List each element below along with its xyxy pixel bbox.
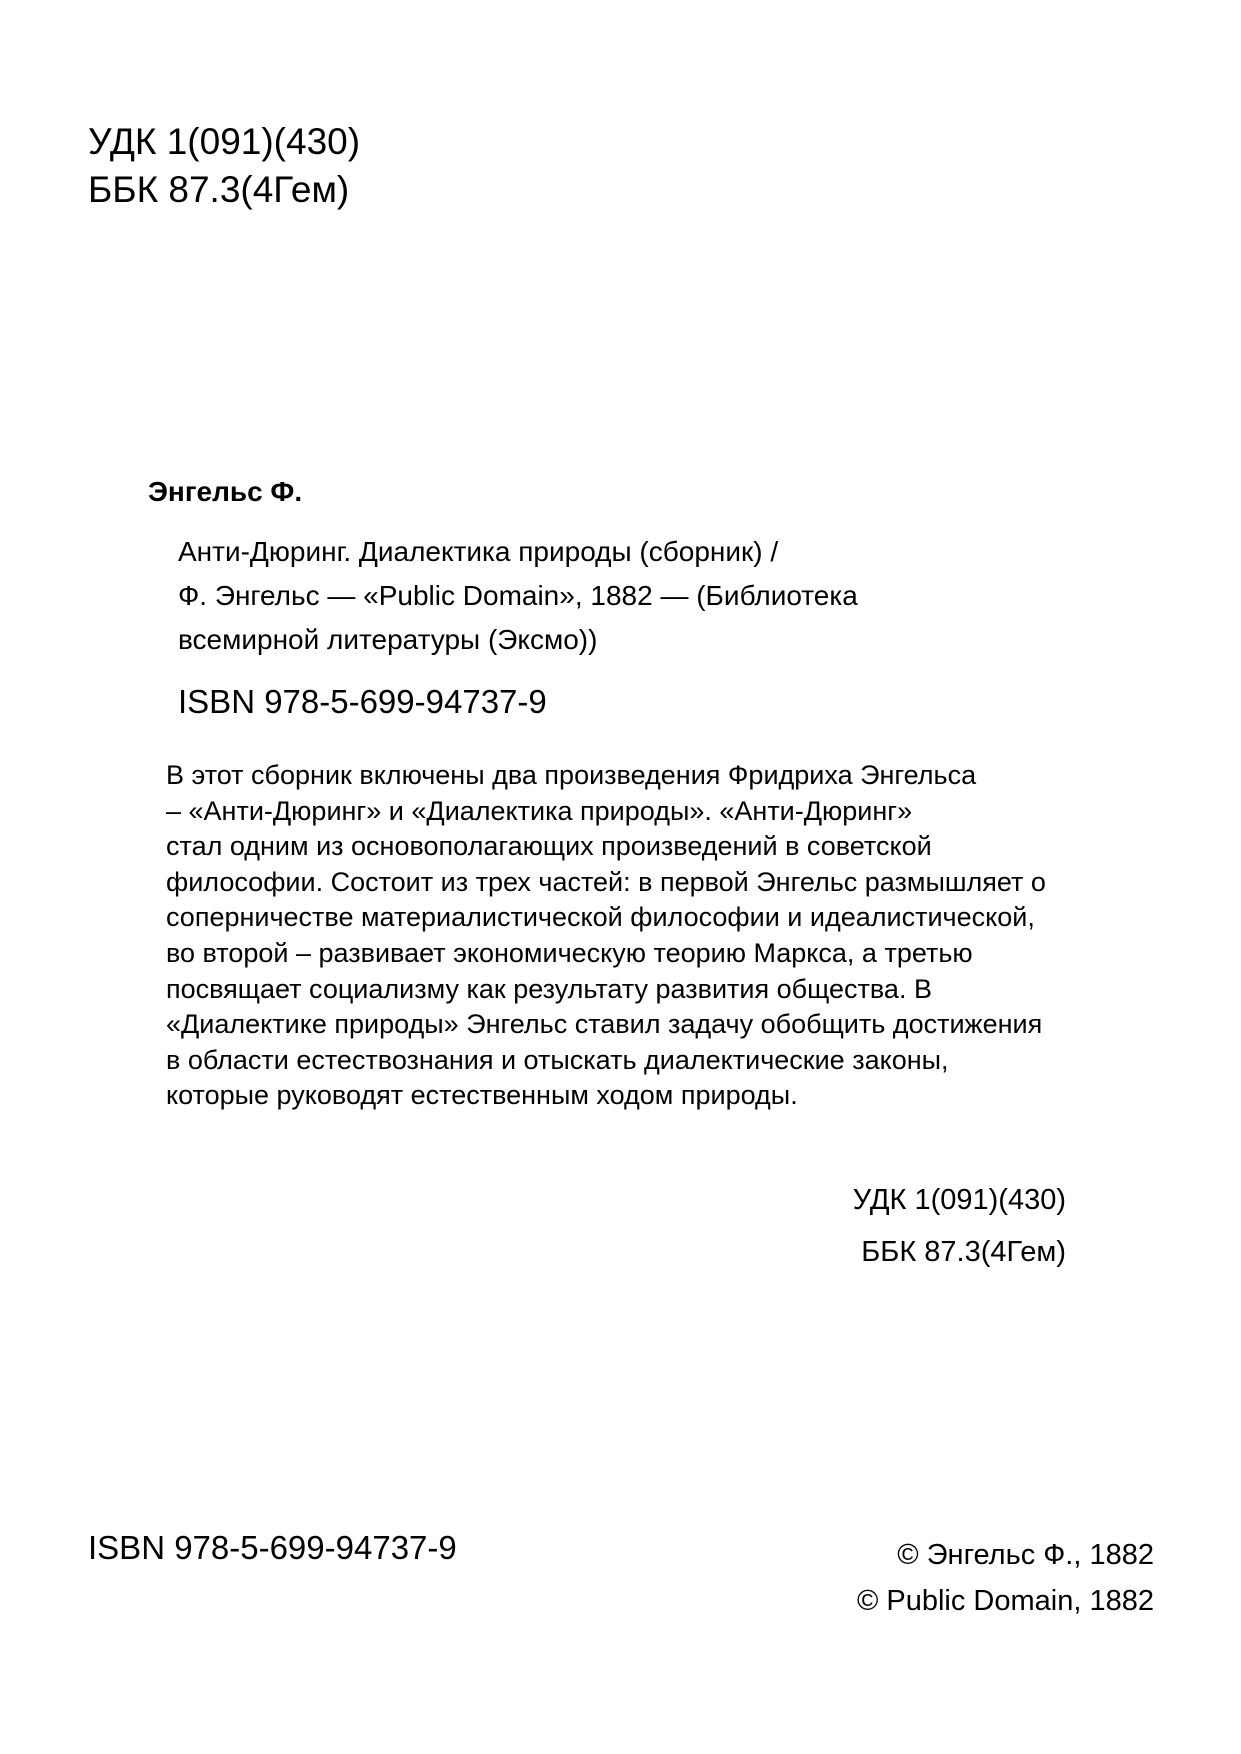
annotation-line: – «Анти-Дюринг» и «Диалектика природы». «Анти-Дюринг» [166, 795, 913, 826]
citation-line: Ф. Энгельс — «Public Domain», 1882 — (Библиотека [178, 580, 858, 611]
annotation-line: в области естествознания и отыскать диалектические законы, [166, 1044, 949, 1075]
annotation-line: стал одним из основополагающих произведений в советской [166, 831, 932, 862]
annotation-line: которые руководят естественным ходом природы. [166, 1080, 798, 1111]
annotation-line: посвящает социализму как результату развития общества. В [166, 973, 932, 1004]
annotation-text [166, 758, 1046, 1114]
annotation-line: соперничестве материалистической философии и идеалистической, [166, 902, 1035, 933]
citation-line: Анти-Дюринг. Диалектика природы (сборник) / [178, 536, 779, 567]
annotation-line: философии. Состоит из трех частей: в первой Энгельс размышляет о [166, 866, 1046, 897]
annotation-line: во второй – развивает экономическую теорию Маркса, а третью [166, 937, 973, 968]
udk-code-right: УДК 1(091)(430) [852, 1184, 1066, 1216]
classification-right [853, 1174, 1066, 1278]
isbn-bottom: ISBN 978-5-699-94737-9 [88, 1529, 457, 1566]
isbn-middle: ISBN 978-5-699-94737-9 [178, 683, 547, 720]
bbk-code-right: ББК 87.3(4Гем) [861, 1236, 1066, 1268]
annotation-line: В этот сборник включены два произведения Фридриха Энгельса [166, 760, 977, 790]
annotation-line: «Диалектике природы» Энгельс ставил задачу обобщить достижения [166, 1009, 1043, 1040]
udk-code-top: УДК 1(091)(430) [88, 121, 361, 162]
copyright-notice [857, 1532, 1154, 1624]
author-heading: Энгельс Ф. [148, 476, 303, 507]
copyright-line: © Энгельс Ф., 1882 [897, 1539, 1154, 1571]
bibliographic-citation [178, 530, 858, 662]
citation-line: всемирной литературы (Эксмо)) [178, 624, 598, 655]
bbk-code-top: ББК 87.3(4Гем) [88, 169, 350, 210]
copyright-line: © Public Domain, 1882 [856, 1585, 1154, 1617]
